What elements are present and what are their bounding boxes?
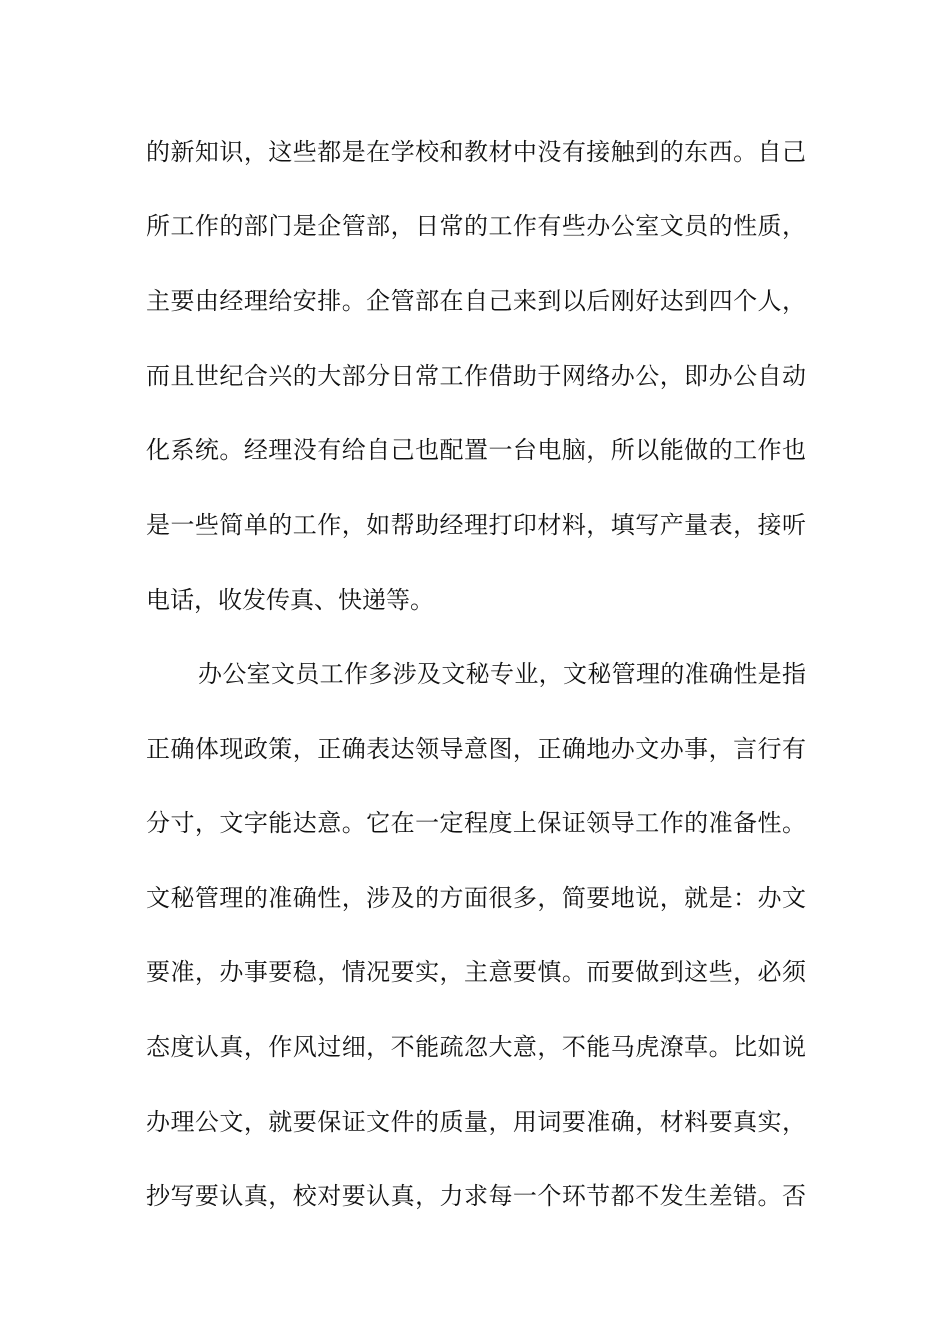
paragraph-first-line: 办公室文员工作多涉及文秘专业，文秘管理的准确性是指: [198, 660, 806, 688]
paragraph-line: 电话，收发传真、快递等。: [146, 586, 434, 614]
paragraph-line: 正确体现政策，正确表达领导意图，正确地办文办事，言行有: [146, 735, 806, 763]
paragraph-line: 而且世纪合兴的大部分日常工作借助于网络办公，即办公自动: [146, 362, 806, 390]
paragraph-line: 办理公文，就要保证文件的质量，用词要准确，材料要真实，: [146, 1108, 806, 1136]
paragraph-line: 的新知识，这些都是在学校和教材中没有接触到的东西。自己: [146, 138, 806, 166]
paragraph-line: 要准，办事要稳，情况要实，主意要慎。而要做到这些，必须: [146, 958, 806, 986]
paragraph-line: 所工作的部门是企管部，日常的工作有些办公室文员的性质，: [146, 212, 806, 240]
paragraph-line: 态度认真，作风过细，不能疏忽大意，不能马虎潦草。比如说: [146, 1033, 806, 1061]
paragraph-line: 主要由经理给安排。企管部在自己来到以后刚好达到四个人，: [146, 287, 806, 315]
paragraph-line: 是一些简单的工作，如帮助经理打印材料，填写产量表，接听: [146, 511, 806, 539]
paragraph-line: 文秘管理的准确性，涉及的方面很多，简要地说，就是：办文: [146, 884, 806, 912]
paragraph-line: 抄写要认真，校对要认真，力求每一个环节都不发生差错。否: [146, 1182, 806, 1210]
paragraph-line: 化系统。经理没有给自己也配置一台电脑，所以能做的工作也: [146, 436, 806, 464]
paragraph-line: 分寸，文字能达意。它在一定程度上保证领导工作的准备性。: [146, 809, 806, 837]
